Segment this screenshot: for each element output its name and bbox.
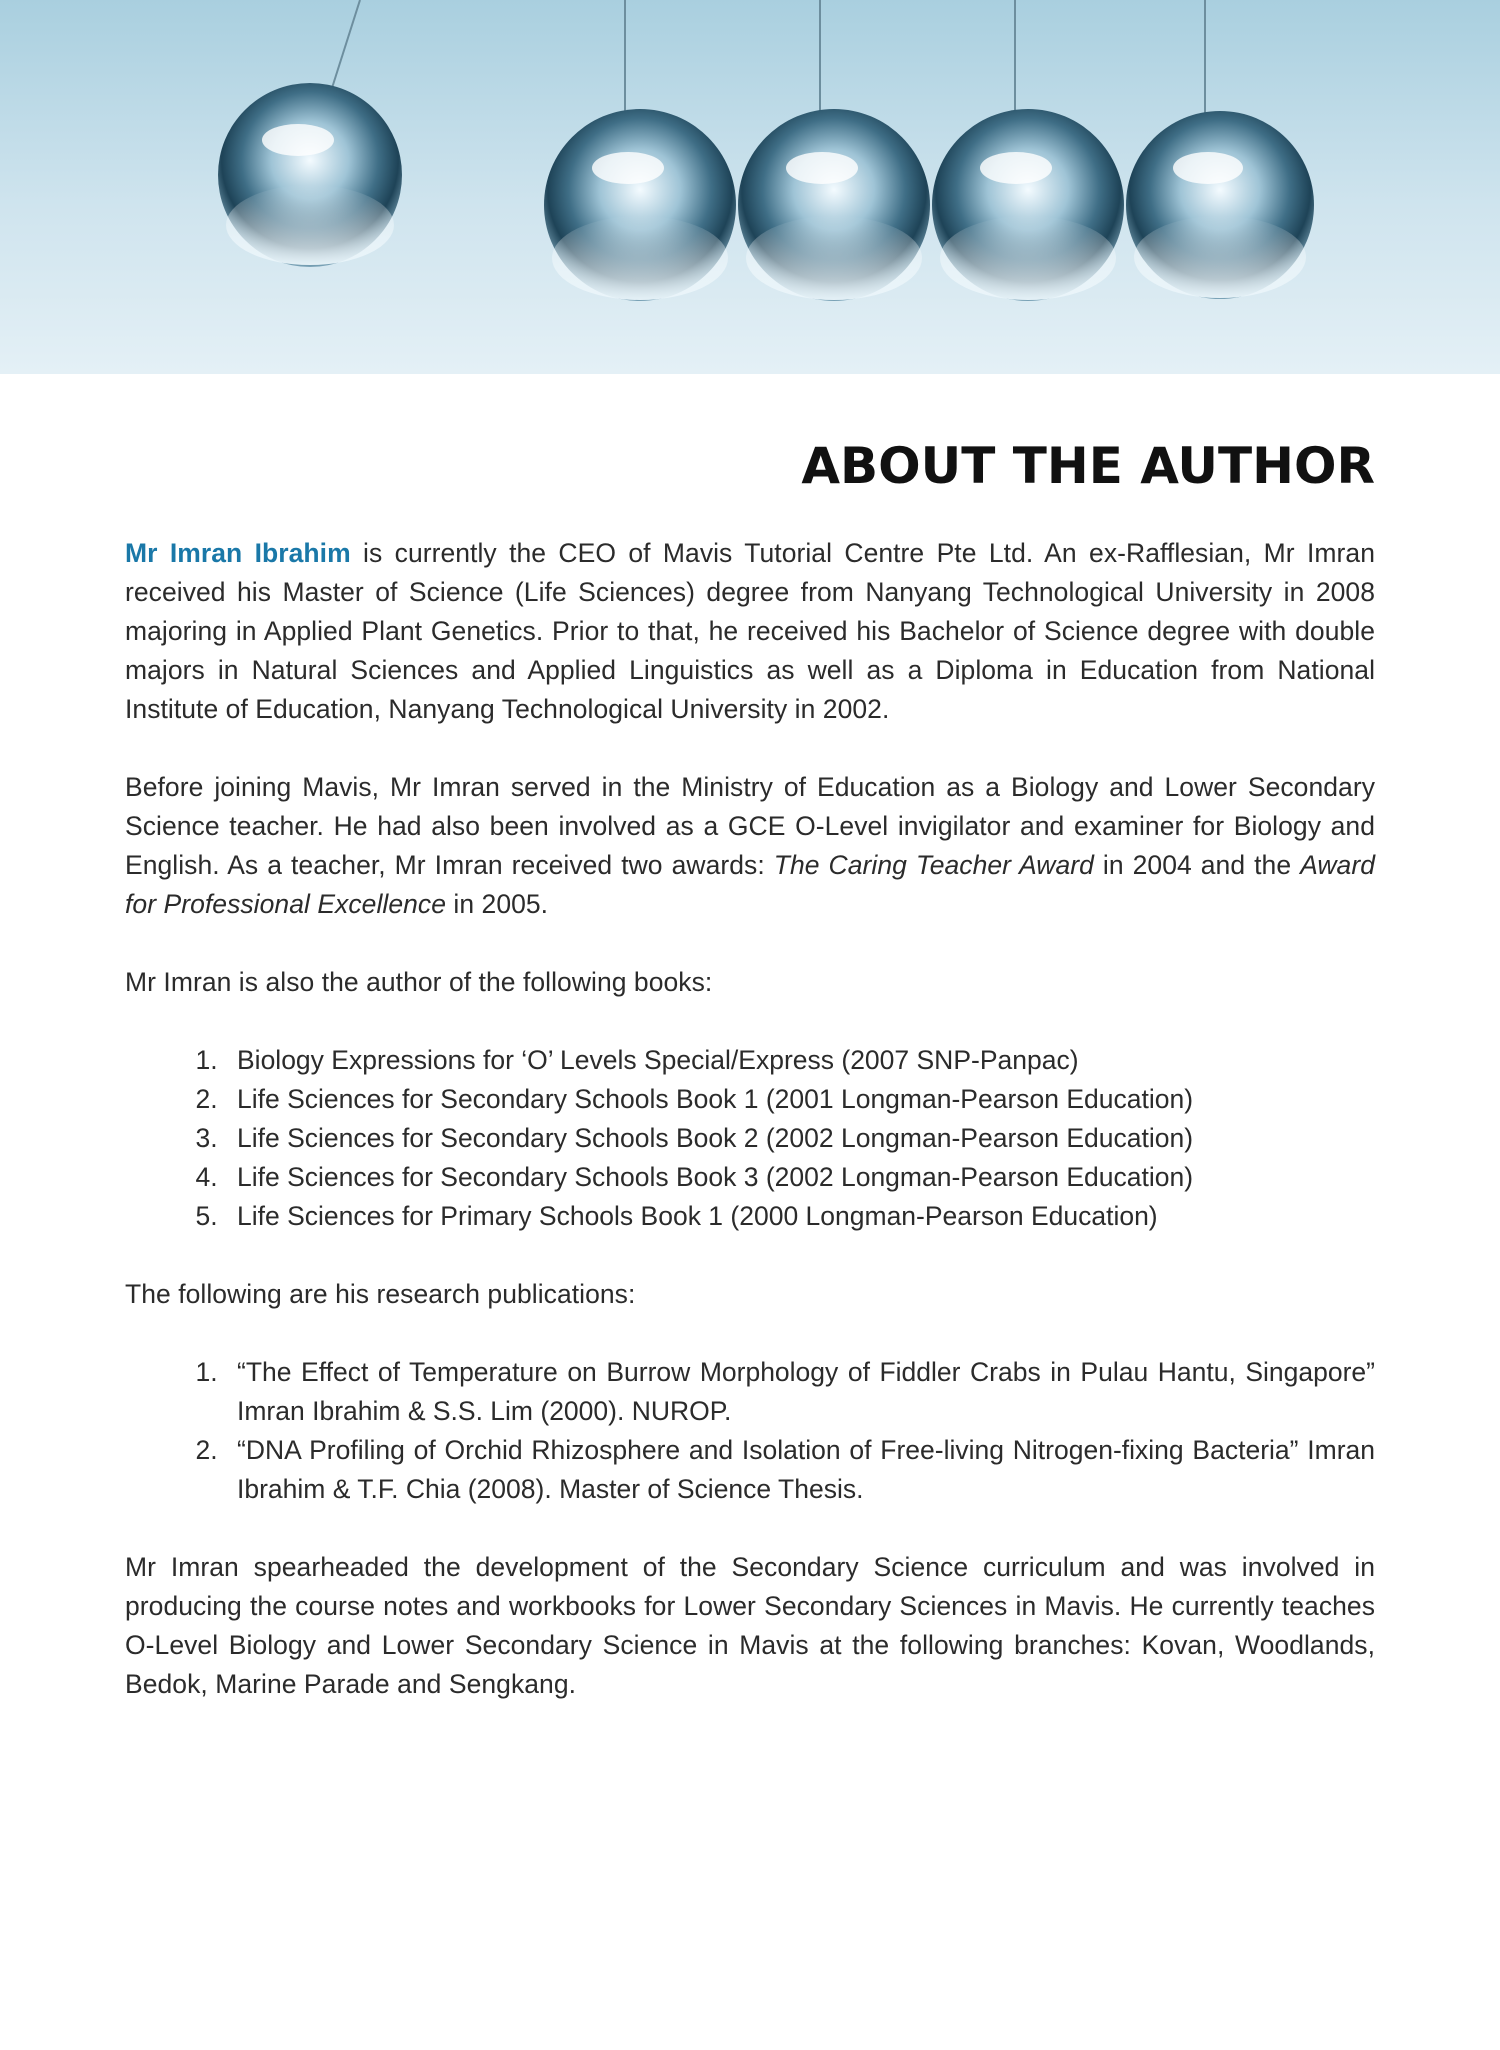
banner-image [0,0,1500,374]
closing-paragraph: Mr Imran spearheaded the development of the Secondary Science curriculum and was involved in producing the course notes and workbooks for Lower Secondary Sciences in Mavis. He currently teaches O-Level Biology and Lower Secondary Science in Mavis at the following branches: Kovan, Woodlands, Bedok, Marine Parade and Sengkang. [125,1552,1375,1699]
swinging-ball [218,83,402,267]
book-item: 3. Life Sciences for Secondary Schools Book 2 (2002 Longman-Pearson Education) [225,1119,1375,1158]
books-intro: Mr Imran is also the author of the following books: [125,967,713,997]
resting-ball-1 [544,109,736,301]
book-item: 1. Biology Expressions for ‘O’ Levels Special/Express (2007 SNP-Panpac) [225,1041,1375,1080]
award-professional-excellence: Award for Professional Excellence [125,850,1376,919]
intro-paragraph [125,534,1375,729]
resting-ball-3 [932,109,1124,301]
award-caring-teacher: The Caring Teacher Award [773,850,1094,880]
books-list [125,1041,1375,1236]
resting-ball-4 [1126,111,1314,299]
author-name: Mr Imran Ibrahim [125,538,351,568]
author-section [125,374,1375,1704]
book-item: 5. Life Sciences for Primary Schools Book 1 (2000 Longman-Pearson Education) [225,1197,1375,1236]
career-paragraph [125,768,1375,924]
research-intro: The following are his research publications: [125,1279,636,1309]
career-text: in 2005. [445,889,549,919]
page-title: ABOUT THE AUTHOR [801,437,1375,495]
career-text: Before joining Mavis, Mr Imran served in the Ministry of Education as a Biology and Lower Secondary Science teacher. He had also been involved as a GCE O-Level invigilator and examiner for Biology and English. As a teacher, Mr Imran received two awards: [125,772,1375,880]
book-item: 2. Life Sciences for Secondary Schools Book 1 (2001 Longman-Pearson Education) [225,1080,1375,1119]
intro-text: is currently the CEO of Mavis Tutorial Centre Pte Ltd. An ex-Rafflesian, Mr Imran received his Master of Science (Life Sciences) degree from Nanyang Technological University in 2008 majoring in Applied Plant Genetics. Prior to that, he received his Bachelor of Science degree with double majors in Natural Sciences and Applied Linguistics as well as a Diploma in Education from National Institute of Education, Nanyang Technological University in 2002. [125,538,1375,724]
research-item: 1. “The Effect of Temperature on Burrow Morphology of Fiddler Crabs in Pulau Hantu, Singapore” Imran Ibrahim & S.S. Lim (2000). NUROP. [225,1353,1375,1431]
book-item: 4. Life Sciences for Secondary Schools Book 3 (2002 Longman-Pearson Education) [225,1158,1375,1197]
newtons-cradle-illustration [0,0,1500,374]
research-item: 2. “DNA Profiling of Orchid Rhizosphere and Isolation of Free-living Nitrogen-fixing Bacteria” Imran Ibrahim & T.F. Chia (2008). Master of Science Thesis. [225,1431,1375,1509]
career-text: in 2004 and the [1093,850,1301,880]
resting-ball-2 [738,109,930,301]
research-list [125,1353,1375,1509]
